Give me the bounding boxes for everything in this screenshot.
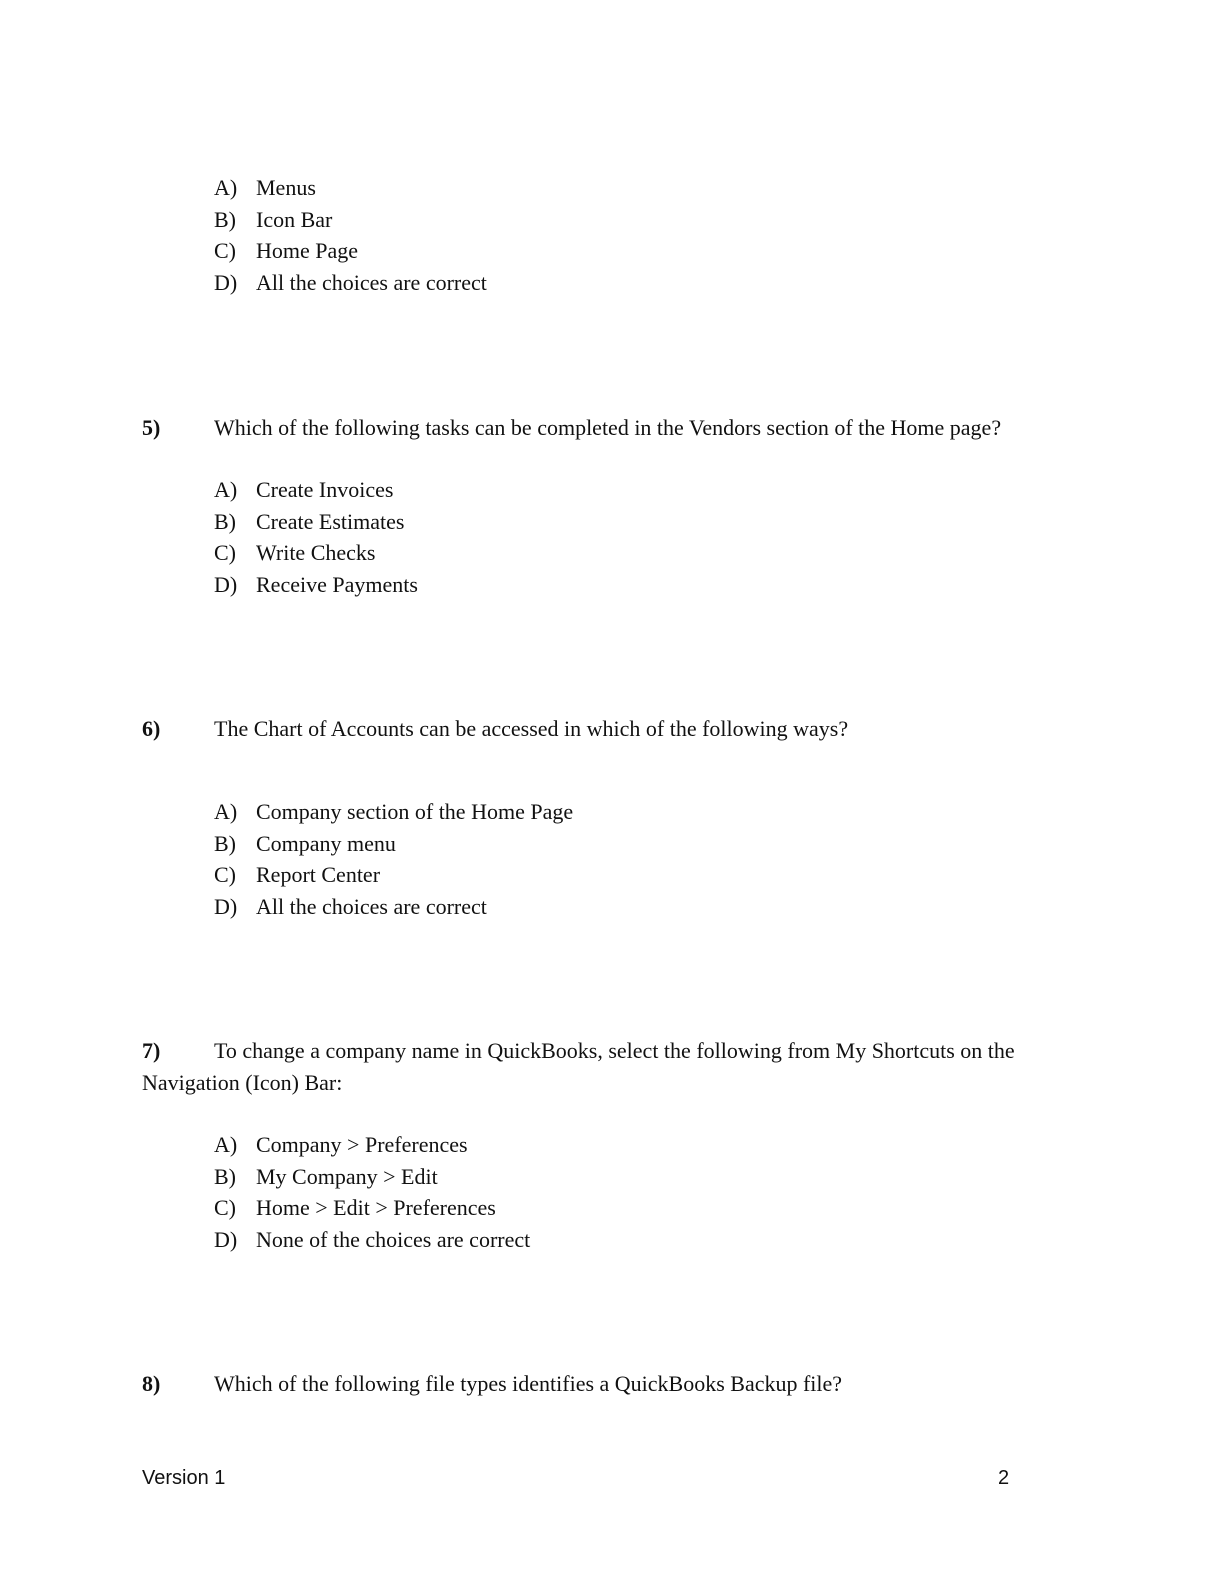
option-letter: A) (214, 1132, 238, 1157)
q6-option-b (214, 831, 396, 857)
question-8-number: 8) (142, 1371, 161, 1396)
option-letter: D) (214, 572, 238, 597)
question-8-text: Which of the following file types identifies a QuickBooks Backup file? (214, 1371, 843, 1396)
q6-option-d (214, 894, 487, 920)
question-6-number: 6) (142, 716, 161, 741)
question-5-number: 5) (142, 415, 161, 440)
question-7-text: To change a company name in QuickBooks, select the following from My Shortcuts on the Navigation (Icon) Bar: (142, 1038, 1015, 1095)
prev-option-a (214, 175, 316, 201)
option-text: Report Center (256, 862, 381, 887)
prev-option-d (214, 270, 487, 296)
q5-option-b (214, 509, 404, 535)
option-letter: C) (214, 862, 236, 887)
option-text: All the choices are correct (256, 894, 487, 919)
option-letter: C) (214, 238, 236, 263)
q7-option-a (214, 1132, 468, 1158)
option-letter: C) (214, 540, 236, 565)
question-6-text: The Chart of Accounts can be accessed in which of the following ways? (214, 716, 849, 741)
option-text: Create Estimates (256, 509, 405, 534)
option-letter: C) (214, 1195, 236, 1220)
q7-option-c (214, 1195, 496, 1221)
option-letter: D) (214, 270, 238, 295)
question-7 (142, 1035, 1062, 1099)
option-letter: A) (214, 175, 238, 200)
q5-option-c (214, 540, 375, 566)
q7-option-b (214, 1164, 438, 1190)
option-text: Home > Edit > Preferences (256, 1195, 496, 1220)
q5-option-d (214, 572, 418, 598)
option-text: Company section of the Home Page (256, 799, 574, 824)
option-text: Write Checks (256, 540, 376, 565)
option-letter: B) (214, 509, 236, 534)
prev-option-b (214, 207, 332, 233)
option-text: Menus (256, 175, 316, 200)
option-text: Receive Payments (256, 572, 418, 597)
option-text: None of the choices are correct (256, 1227, 531, 1252)
question-5-text: Which of the following tasks can be completed in the Vendors section of the Home page? (214, 415, 1002, 440)
option-letter: B) (214, 1164, 236, 1189)
prev-option-c (214, 238, 358, 264)
question-7-number: 7) (142, 1038, 161, 1063)
option-text: Create Invoices (256, 477, 394, 502)
footer-version: Version 1 (142, 1467, 226, 1489)
option-letter: A) (214, 477, 238, 502)
q6-option-c (214, 862, 380, 888)
q6-option-a (214, 799, 573, 825)
option-text: My Company > Edit (256, 1164, 438, 1189)
option-text: Home Page (256, 238, 359, 263)
option-text: Icon Bar (256, 207, 333, 232)
option-letter: B) (214, 831, 236, 856)
option-letter: B) (214, 207, 236, 232)
q7-option-d (214, 1227, 530, 1253)
option-letter: D) (214, 1227, 238, 1252)
option-text: All the choices are correct (256, 270, 487, 295)
option-letter: D) (214, 894, 238, 919)
option-letter: A) (214, 799, 238, 824)
q5-option-a (214, 477, 393, 503)
footer-page-number: 2 (998, 1467, 1010, 1489)
option-text: Company menu (256, 831, 396, 856)
option-text: Company > Preferences (256, 1132, 468, 1157)
